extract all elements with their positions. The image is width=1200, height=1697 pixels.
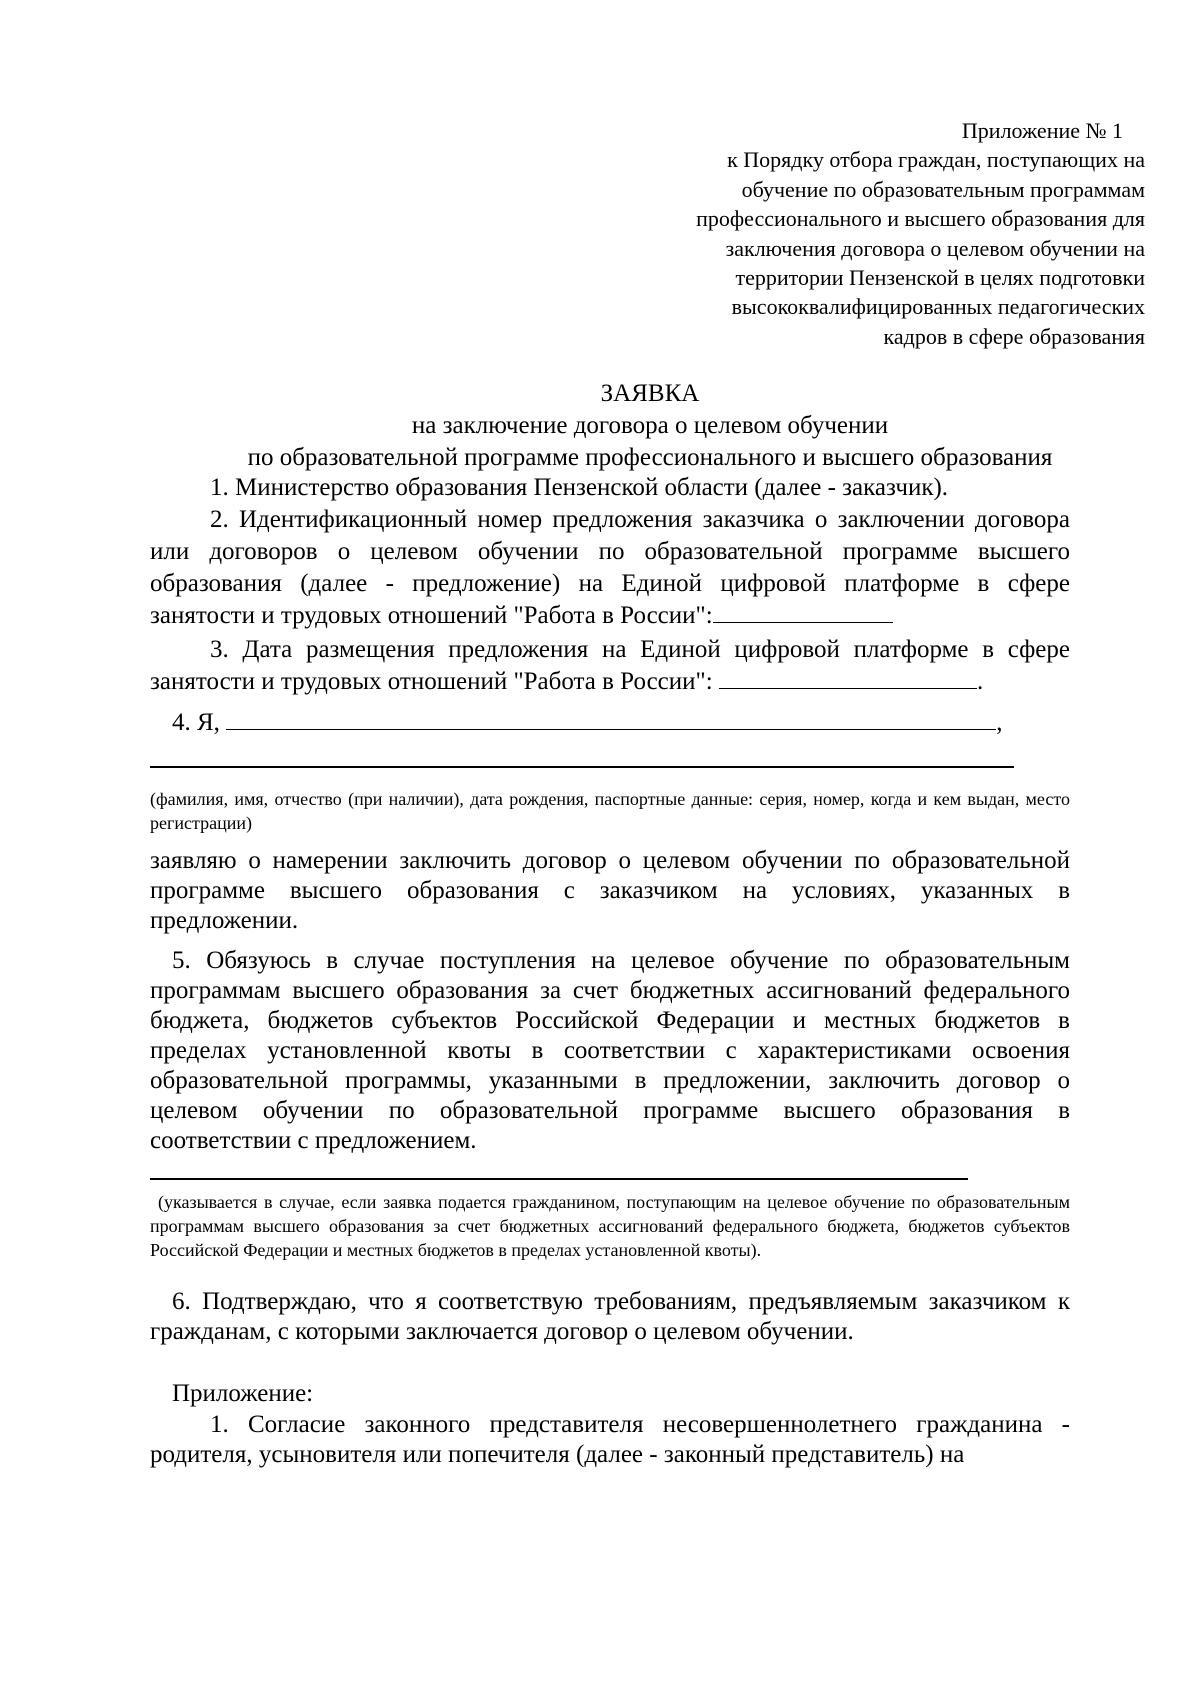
applicant-name-field[interactable]: [226, 707, 996, 730]
item-2: [150, 504, 1070, 632]
offer-id-field[interactable]: [713, 600, 893, 623]
item-4-end: ,: [996, 709, 1003, 736]
appendix-line: к Порядку отбора граждан, поступающих на: [727, 147, 1145, 173]
appendix-line: кадров в сфере образования: [883, 323, 1145, 349]
item-4: [172, 707, 1072, 739]
appendix-header: [620, 116, 1145, 351]
title-subtitle-1: на заключение договора о целевом обучении: [411, 412, 889, 439]
title-subtitle-2: по образовательной программе профессионального и высшего образования: [247, 444, 1053, 471]
item-3-text: 3. Дата размещения предложения на Единой цифровой платформе в сфере занятости и трудовых отношений "Работа в России":: [150, 636, 1070, 695]
applicant-details-line[interactable]: [150, 766, 1014, 768]
item-3-end: .: [976, 668, 984, 695]
title-heading: ЗАЯВКА: [600, 380, 700, 407]
appendix-line: заключения договора о целевом обучении на: [725, 235, 1145, 261]
attachments-label: Приложение:: [172, 1380, 314, 1407]
document-title: [150, 378, 1150, 474]
item-6: 6. Подтверждаю, что я соответствую требованиям, предъявляемым заказчиком к гражданам, с которыми заключается договор о целевом обучении.: [150, 1288, 1070, 1345]
publication-date-field[interactable]: [719, 666, 977, 689]
item-2-text: 2. Идентификационный номер предложения заказчика о заключении договора или договоров о целевом обучении по образовательной программе высшего образования (далее - предложение) на Единой цифровой платформе в сфере занятости и трудовых отношений "Работа в России":: [150, 506, 1070, 629]
appendix-number: Приложение № 1: [961, 118, 1123, 143]
item-5-signature-line[interactable]: [150, 1178, 968, 1180]
item-4-prefix: 4. Я,: [172, 709, 227, 736]
appendix-line: профессионального и высшего образования для: [696, 206, 1145, 232]
item-1: 1. Министерство образования Пензенской области (далее - заказчик).: [210, 474, 949, 501]
item-5-note: (указывается в случае, если заявка подается гражданином, поступающим на целевое обучение по образовательным программам высшего образования за счет бюджетных ассигнований федерального бюджета, бюджетов субъектов Российской Федерации и местных бюджетов в пределах установленной квоты).: [150, 1192, 1070, 1260]
appendix-line: территории Пензенской в целях подготовки: [735, 265, 1145, 291]
item-4-continuation: заявляю о намерении заключить договор о целевом обучении по образовательной программе высшего образования с заказчиком на условиях, указанных в предложении.: [150, 847, 1070, 934]
appendix-line: обучение по образовательным программам: [741, 176, 1145, 202]
applicant-details-note: (фамилия, имя, отчество (при наличии), дата рождения, паспортные данные: серия, номер, когда и кем выдан, место регистрации): [150, 789, 1070, 833]
appendix-line: высококвалифицированных педагогических: [731, 294, 1145, 320]
item-3: [150, 634, 1070, 698]
attachment-item-1: 1. Согласие законного представителя несовершеннолетнего гражданина - родителя, усыновителя или попечителя (далее - законный представитель) на: [150, 1411, 1070, 1468]
item-5: 5. Обязуюсь в случае поступления на целевое обучение по образовательным программам высшего образования за счет бюджетных ассигнований федерального бюджета, бюджетов субъектов Российской Федерации и местных бюджетов в пределах установленной квоты в соответствии с характеристиками освоения образовательной программы, указанными в предложении, заключить договор о целевом обучении по образовательной программе высшего образования в соответствии с предложением.: [150, 947, 1070, 1154]
